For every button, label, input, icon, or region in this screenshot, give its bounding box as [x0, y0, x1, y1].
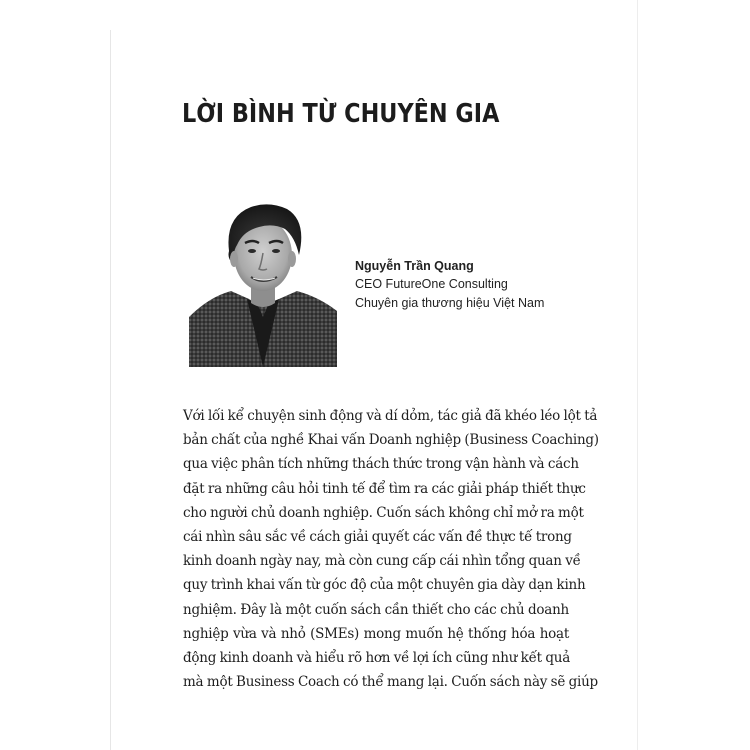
author-info: [355, 257, 544, 313]
author-role: CEO FutureOne Consulting: [355, 277, 508, 291]
body-line: động kinh doanh và hiểu rõ hơn về lợi ích cũng như kết quả: [183, 650, 571, 667]
body-line: cho người chủ doanh nghiệp. Cuốn sách không chỉ mở ra một: [183, 504, 584, 521]
page-title: LỜI BÌNH TỪ CHUYÊN GIA: [182, 99, 500, 129]
body-line: kinh doanh ngày nay, mà còn cung cấp cái nhìn tổng quan về: [183, 553, 581, 570]
body-line: bản chất của nghề Khai vấn Doanh nghiệp (Business Coaching): [183, 432, 599, 449]
author-expertise: Chuyên gia thương hiệu Việt Nam: [355, 296, 545, 310]
body-line: qua việc phân tích những thách thức trong vận hành và cách: [183, 456, 579, 473]
author-name: Nguyễn Trần Quang: [355, 259, 474, 273]
body-line: cái nhìn sâu sắc về cách giải quyết các vấn đề thực tế trong: [183, 529, 572, 546]
body-line: nghiệm. Đây là một cuốn sách cần thiết cho các chủ doanh: [183, 601, 569, 618]
body-line: quy trình khai vấn từ góc độ của một chuyên gia dày dạn kinh: [183, 577, 586, 594]
body-paragraph: [183, 404, 599, 694]
body-line: mà một Business Coach có thể mang lại. Cuốn sách này sẽ giúp: [183, 674, 598, 691]
author-portrait-photo: [189, 199, 337, 367]
body-line: nghiệp vừa và nhỏ (SMEs) mong muốn hệ thống hóa hoạt: [183, 625, 569, 642]
body-line: đặt ra những câu hỏi tinh tế để tìm ra các giải pháp thiết thực: [183, 480, 586, 497]
body-line: Với lối kể chuyện sinh động và dí dỏm, tác giả đã khéo léo lột tả: [183, 408, 598, 424]
page-fold-line: [110, 30, 111, 750]
page-edge-line: [637, 0, 638, 750]
